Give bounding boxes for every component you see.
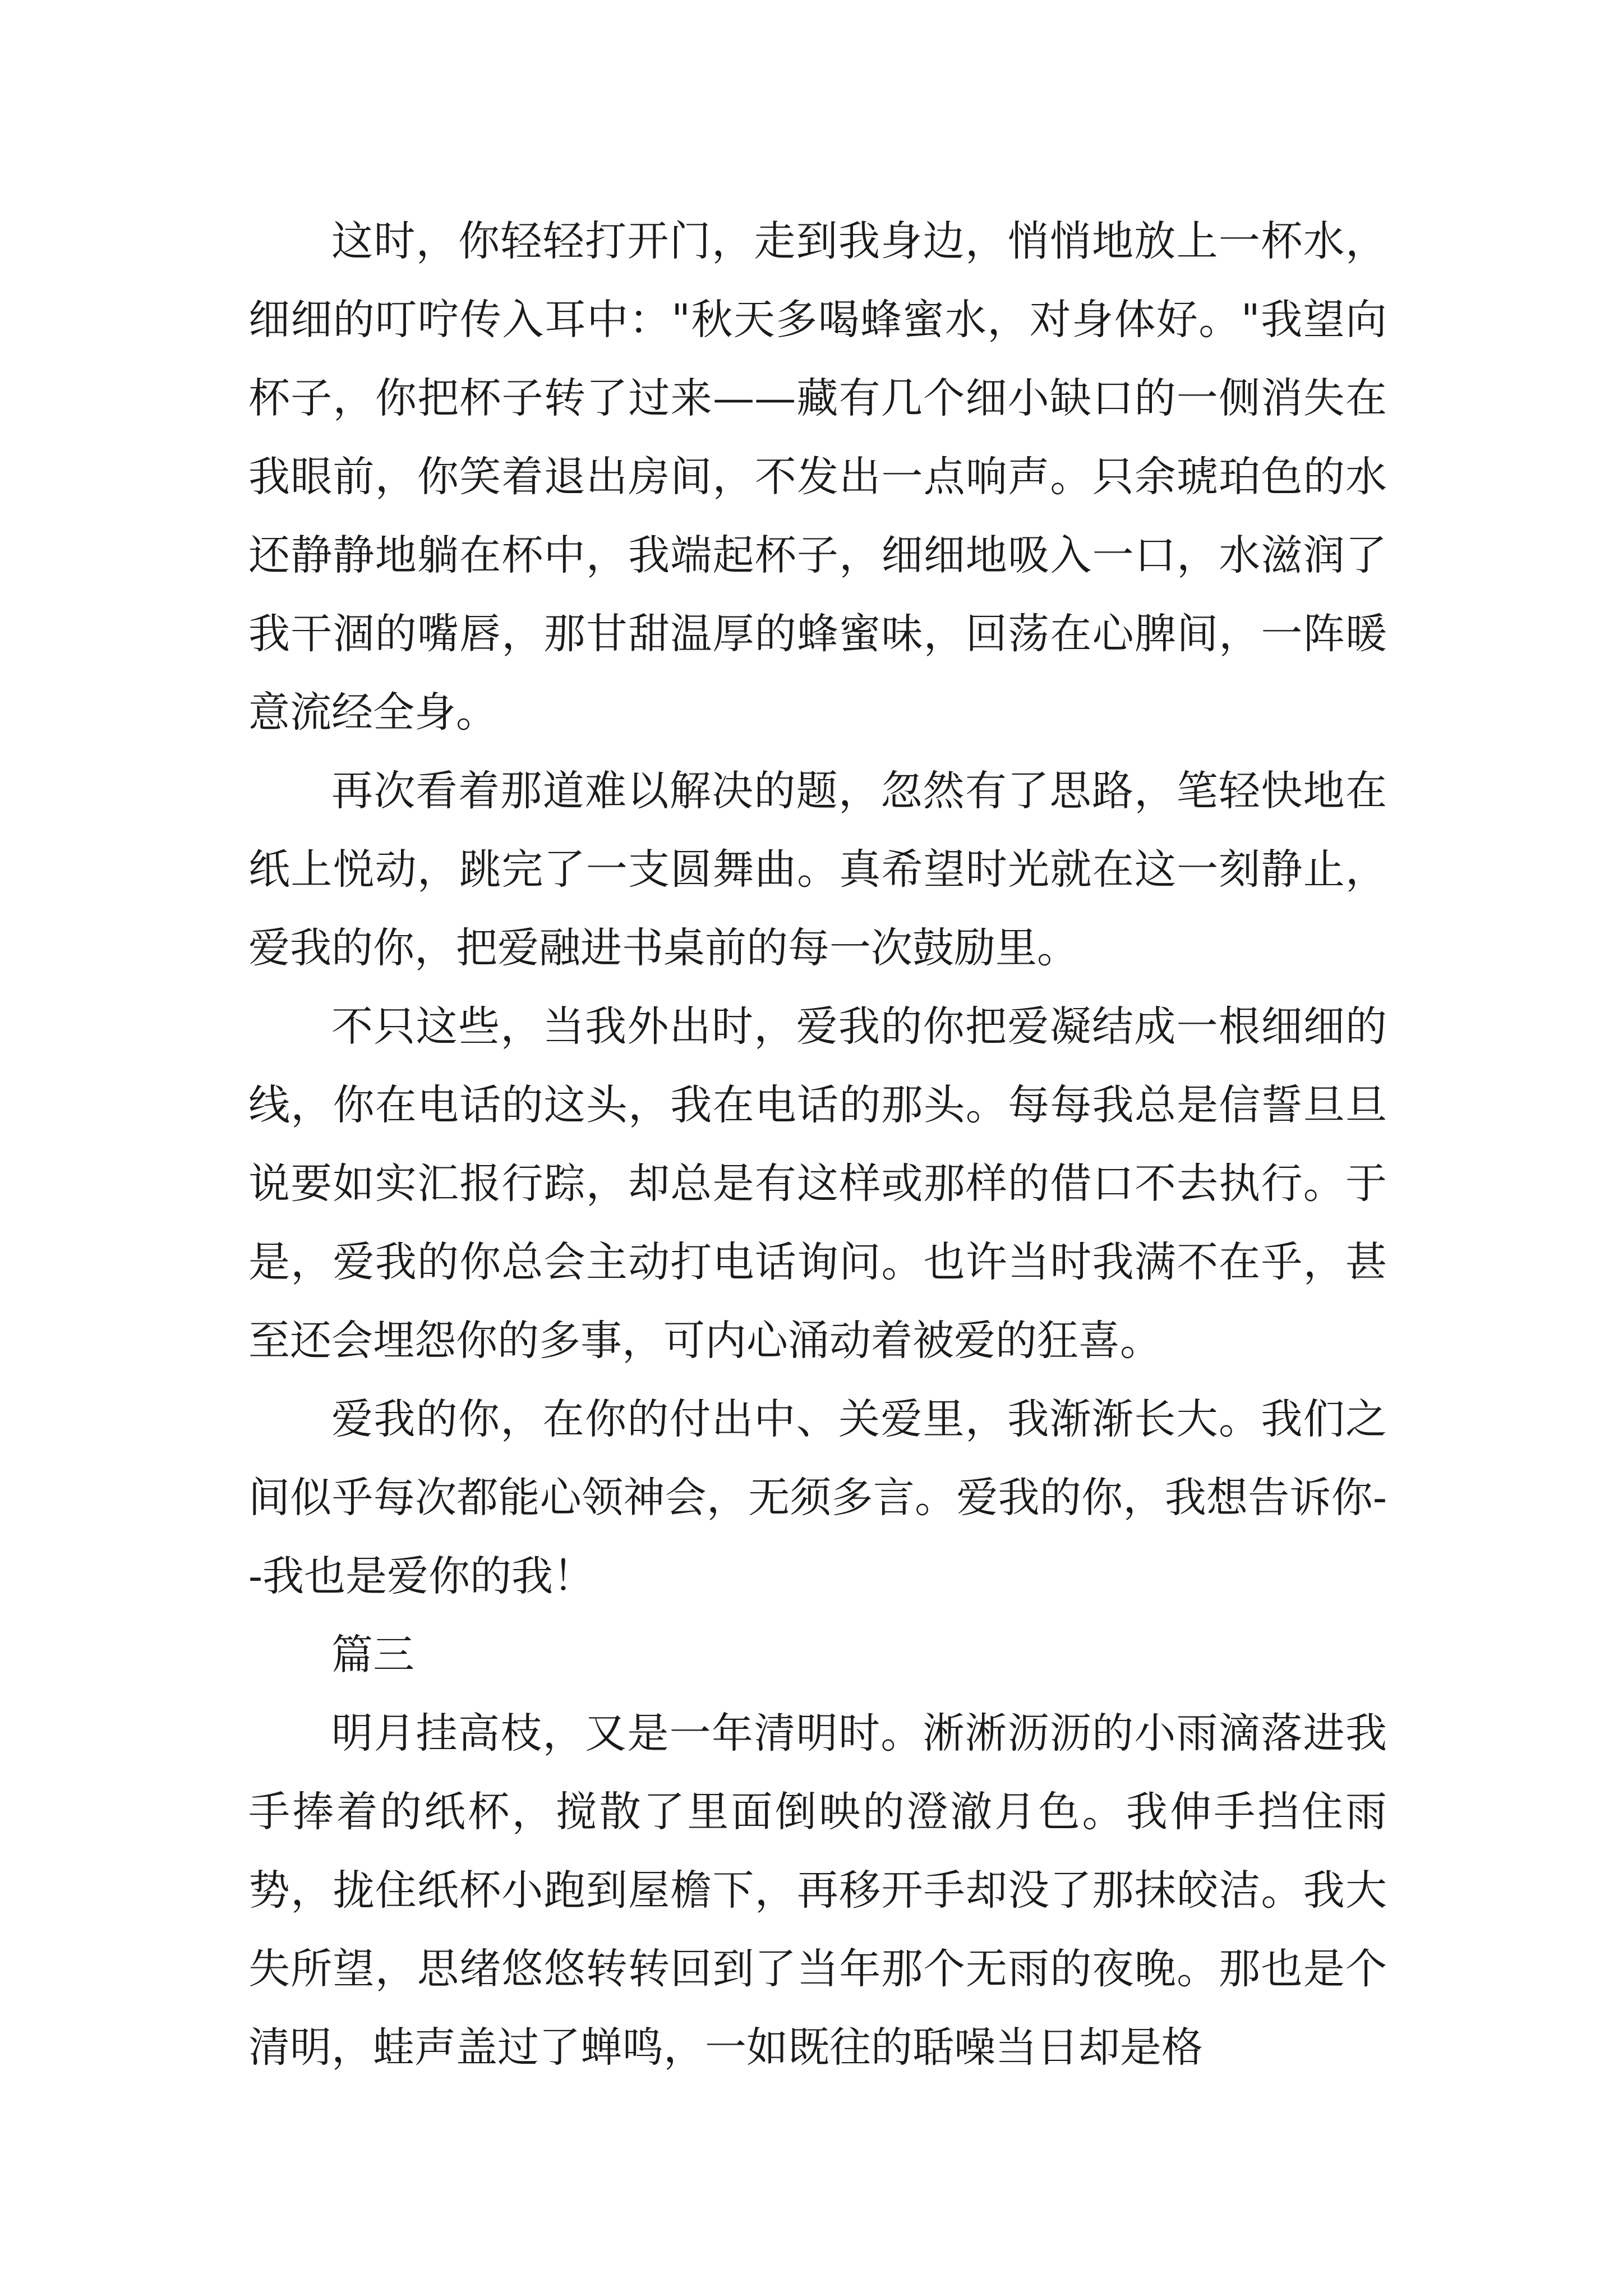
document-body [248,202,1387,2087]
paragraph-1: 这时，你轻轻打开门，走到我身边，悄悄地放上一杯水，细细的叮咛传入耳中："秋天多喝蜂蜜水，对身体好。"我望向杯子，你把杯子转了过来——藏有几个细小缺口的一侧消失在我眼前，你笑着退出房间，不发出一点响声。只余琥珀色的水还静静地躺在杯中，我端起杯子，细细地吸入一口，水滋润了我干涸的嘴唇，那甘甜温厚的蜂蜜味，回荡在心脾间，一阵暖意流经全身。 [248,217,1387,737]
paragraph-4: 爱我的你，在你的付出中、关爱里，我渐渐长大。我们之间似乎每次都能心领神会，无须多言。爱我的你，我想告诉你--我也是爱你的我！ [248,1395,1387,1600]
section-heading: 篇三 [331,1631,414,1679]
paragraph-2: 再次看着那道难以解决的题，忽然有了思路，笔轻快地在纸上悦动，跳完了一支圆舞曲。真希望时光就在这一刻静止，爱我的你，把爱融进书桌前的每一次鼓励里。 [248,767,1387,972]
paragraph-3: 不只这些，当我外出时，爱我的你把爱凝结成一根细细的线，你在电话的这头，我在电话的那头。每每我总是信誓旦旦说要如实汇报行踪，却总是有这样或那样的借口不去执行。于是，爱我的你总会主动打电话询问。也许当时我满不在乎，甚至还会埋怨你的多事，可内心涌动着被爱的狂喜。 [248,1002,1387,1365]
section-paragraph-1: 明月挂高枝，又是一年清明时。淅淅沥沥的小雨滴落进我手捧着的纸杯，搅散了里面倒映的澄澈月色。我伸手挡住雨势，拢住纸杯小跑到屋檐下，再移开手却没了那抹皎洁。我大失所望，思绪悠悠转转回到了当年那个无雨的夜晚。那也是个清明，蛙声盖过了蝉鸣，一如既往的聒噪当日却是格 [248,1709,1387,2072]
